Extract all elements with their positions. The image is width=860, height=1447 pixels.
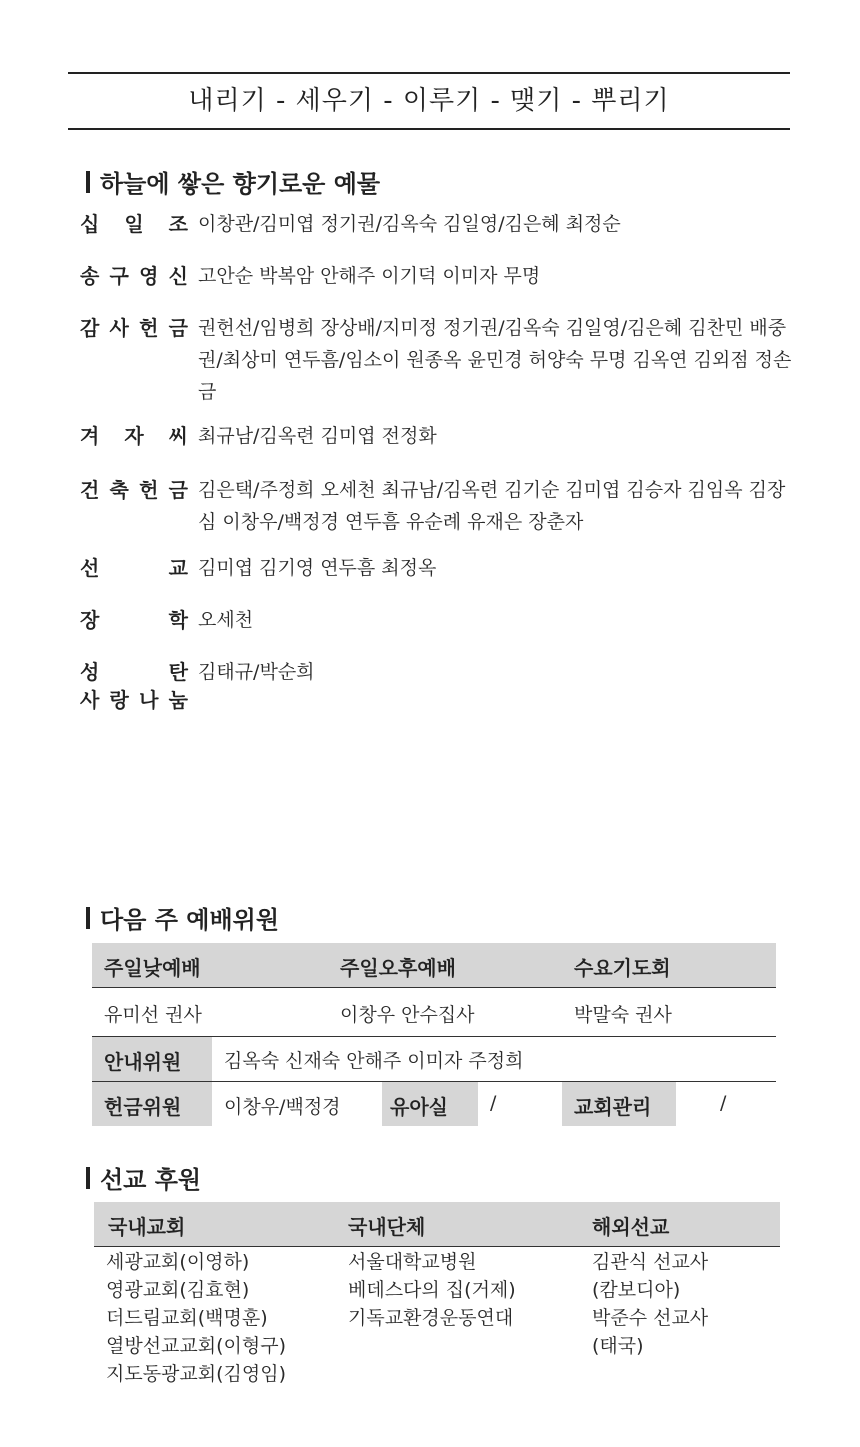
offering-label-line2: [80, 684, 188, 716]
offering-row-mustard: [80, 420, 800, 452]
label-char: 눔: [168, 688, 188, 712]
section-bar-icon: [86, 907, 90, 929]
mission-header-overseas: 해외선교: [592, 1215, 670, 1239]
nursery-label: 유아실: [390, 1095, 448, 1119]
mission-list-item: 영광교회(김효현): [106, 1279, 250, 1301]
offering-label: [80, 420, 188, 452]
worship-value-wednesday: 박말숙 권사: [574, 1004, 672, 1026]
nursery-value: /: [490, 1092, 497, 1114]
usher-label: 안내위원: [104, 1050, 182, 1074]
offering-label: [80, 552, 188, 584]
label-char: 축: [109, 478, 129, 502]
mission-list-item: 박준수 선교사: [592, 1307, 709, 1329]
offering-names: 김미엽 김기영 연두흠 최정옥: [198, 557, 437, 579]
offerings-section-title: [86, 164, 380, 199]
mission-header-domestic-org: 국내단체: [348, 1215, 426, 1239]
label-char: 금: [168, 316, 188, 340]
label-char: 사: [80, 688, 100, 712]
church-mgmt-label: 교회관리: [574, 1095, 652, 1119]
label-char: 학: [168, 608, 188, 632]
mission-title-text: 선교 후원: [100, 1166, 202, 1194]
offering-committee-label: 헌금위원: [104, 1095, 182, 1119]
worship-header-sunday: 주일낮예배: [104, 956, 201, 980]
label-char: 구: [109, 264, 129, 288]
mission-list-item: 더드림교회(백명훈): [106, 1307, 268, 1329]
worship-value-sunday: 유미선 권사: [104, 1004, 202, 1026]
label-char: 랑: [109, 688, 129, 712]
label-char: 교: [168, 556, 188, 580]
offering-names: 오세천: [198, 609, 254, 631]
label-char: 십: [80, 212, 100, 236]
mission-header-rule: [94, 1246, 780, 1247]
mission-list-item: (캄보디아): [592, 1279, 681, 1301]
offering-names: 최규남/김옥련 김미엽 전정화: [198, 425, 437, 447]
label-char: 조: [168, 212, 188, 236]
label-char: 일: [124, 212, 144, 236]
offering-row-tithe: [80, 208, 800, 240]
offering-row-christmas: [80, 656, 800, 716]
label-char: 나: [139, 688, 159, 712]
label-char: 신: [168, 264, 188, 288]
label-char: 장: [80, 608, 100, 632]
offering-row-building: [80, 474, 800, 538]
label-char: 금: [168, 478, 188, 502]
mission-list-item: 베데스다의 집(거제): [348, 1279, 516, 1301]
mission-section-title: [86, 1160, 201, 1195]
church-mgmt-value: /: [720, 1092, 727, 1114]
offering-committee-names: 이창우/백정경: [224, 1096, 341, 1118]
label-char: 자: [124, 424, 144, 448]
worship-value-afternoon: 이창우 안수집사: [340, 1004, 475, 1026]
label-char: 헌: [139, 478, 159, 502]
worship-section-title: [86, 900, 279, 935]
mission-list-item: 세광교회(이영하): [106, 1251, 250, 1273]
offering-label: [80, 656, 188, 716]
offering-names: 김은택/주정희 오세천 최규남/김옥련 김기순 김미엽 김승자 김임옥 김장심 이창우/백정경 연두흠 유순례 유재은 장춘자: [198, 479, 786, 533]
worship-header-wednesday: 수요기도회: [574, 956, 671, 980]
offering-names: 권헌선/임병희 장상배/지미정 정기권/김옥숙 김일영/김은혜 김찬민 배중권/최상미 연두흠/임소이 원종옥 윤민경 허양숙 무명 김옥연 김외점 정손금: [198, 317, 792, 403]
offering-label: [80, 474, 188, 538]
label-char: 건: [80, 478, 100, 502]
mission-list-item: (태국): [592, 1335, 644, 1357]
label-char: 감: [80, 316, 100, 340]
label-char: 탄: [168, 660, 188, 684]
section-bar-icon: [86, 171, 90, 193]
offering-row-newyear: [80, 260, 800, 292]
label-char: 송: [80, 264, 100, 288]
banner-top-rule: [68, 72, 790, 74]
usher-names: 김옥숙 신재숙 안해주 이미자 주정희: [224, 1050, 524, 1072]
mission-list-item: 김관식 선교사: [592, 1251, 709, 1273]
offering-row-mission: [80, 552, 800, 584]
label-char: 겨: [80, 424, 100, 448]
offering-names: 이창관/김미엽 정기권/김옥숙 김일영/김은혜 최정순: [198, 213, 621, 235]
offering-names: 고안순 박복암 안해주 이기덕 이미자 무명: [198, 265, 541, 287]
banner-bottom-rule: [68, 128, 790, 130]
offerings-title-text: 하늘에 쌓은 향기로운 예물: [100, 170, 381, 198]
worship-header-afternoon: 주일오후예배: [340, 956, 456, 980]
mission-list-item: 기독교환경운동연대: [348, 1307, 514, 1329]
offering-row-scholarship: [80, 604, 800, 636]
offering-label: [80, 604, 188, 636]
mission-list-item: 열방선교교회(이형구): [106, 1335, 287, 1357]
worship-title-text: 다음 주 예배위원: [100, 906, 279, 934]
mission-list-item: 지도동광교회(김영임): [106, 1363, 287, 1385]
mission-header-band: [94, 1202, 780, 1246]
offering-row-thanks: [80, 312, 800, 408]
banner-text: 내리기 - 세우기 - 이루기 - 맺기 - 뿌리기: [188, 86, 670, 116]
offering-label: [80, 260, 188, 292]
label-char: 씨: [168, 424, 188, 448]
label-char: 영: [139, 264, 159, 288]
offering-label: [80, 208, 188, 240]
mission-header-domestic-church: 국내교회: [108, 1215, 186, 1239]
section-bar-icon: [86, 1167, 90, 1189]
label-char: 선: [80, 556, 100, 580]
worship-header-rule: [92, 987, 776, 988]
label-char: 성: [80, 660, 100, 684]
label-char: 헌: [139, 316, 159, 340]
offering-label: [80, 312, 188, 408]
offering-names: 김태규/박순희: [198, 661, 315, 683]
mission-list-item: 서울대학교병원: [348, 1251, 477, 1273]
label-char: 사: [109, 316, 129, 340]
